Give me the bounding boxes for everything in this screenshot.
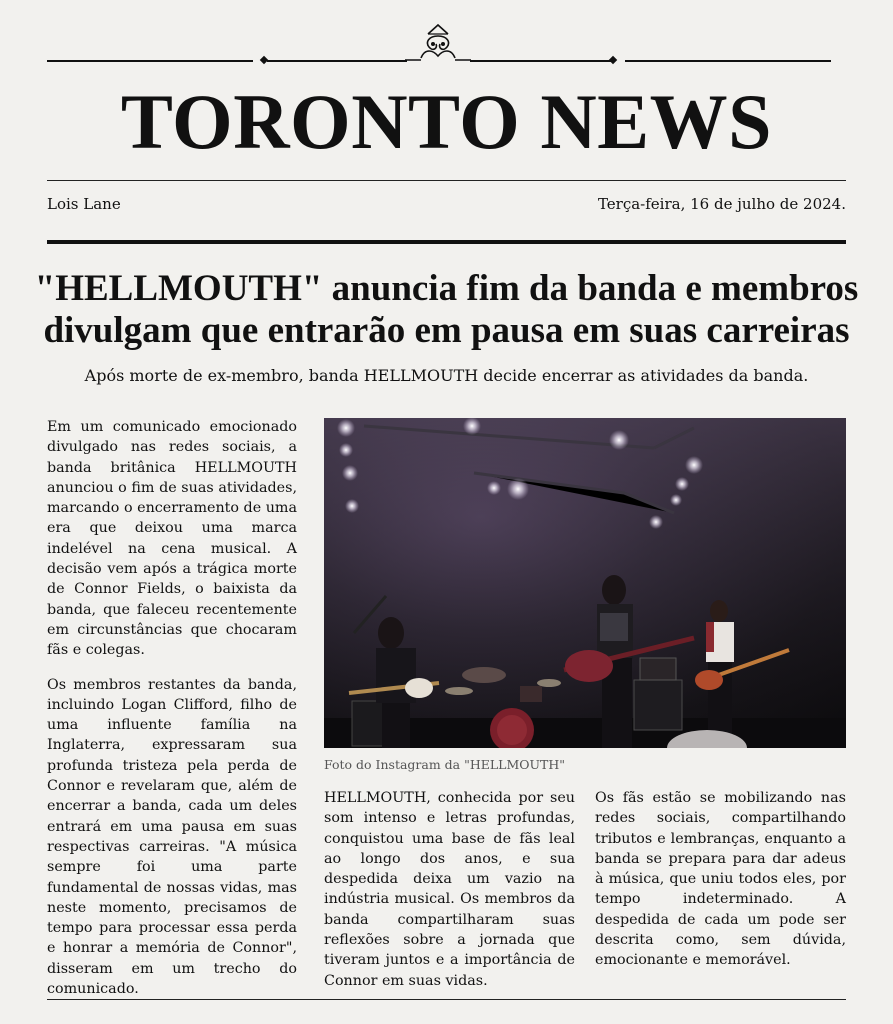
headline-line-2: divulgam que entrarão em pausa em suas carreiras xyxy=(43,310,850,351)
article-column-3 xyxy=(595,788,846,985)
meta-top-rule xyxy=(47,180,846,181)
photo-caption: Foto do Instagram da "HELLMOUTH" xyxy=(324,757,566,772)
masthead-rule-center-left xyxy=(267,60,407,62)
concert-illustration xyxy=(324,418,846,748)
ornament-icon xyxy=(403,22,473,64)
newspaper-title: TORONTO NEWS xyxy=(120,78,773,165)
author-name: Lois Lane xyxy=(47,195,121,213)
ornament-dot-right xyxy=(609,56,617,64)
article-headline xyxy=(0,268,893,352)
headline-line-1: "HELLMOUTH" anuncia fim da banda e membros xyxy=(34,268,859,309)
footer-rule xyxy=(47,999,846,1000)
masthead-rule-right xyxy=(625,60,831,62)
paragraph: HELLMOUTH, conhecida por seu som intenso e letras profundas, conquistou uma base de fãs leal ao longo dos anos, e sua despedida deixa um vazio na indústria musical. Os membros da banda compartilharam suas reflexões sobre a jornada que tiveram juntos e a importância de Connor em suas vidas. xyxy=(324,790,575,989)
band-concert-photo xyxy=(324,418,846,748)
masthead-rule-left xyxy=(47,60,253,62)
masthead-rule-center-right xyxy=(470,60,612,62)
meta-bottom-rule xyxy=(47,240,846,244)
paragraph: Em um comunicado emocionado divulgado nas redes sociais, a banda britânica HELLMOUTH anunciou o fim de suas atividades, marcando o encerramento de uma era que deixou uma marca indelével na cena musical. A decisão vem após a trágica morte de Connor Fields, o baixista da banda, que faleceu recentemente em circunstâncias que chocaram fãs e colegas. xyxy=(47,419,298,659)
publication-date: Terça-feira, 16 de julho de 2024. xyxy=(597,195,846,213)
article-column-1 xyxy=(47,417,297,1013)
article-subheadline: Após morte de ex-membro, banda HELLMOUTH decide encerrar as atividades da banda. xyxy=(84,366,809,385)
paragraph: Os membros restantes da banda, incluindo Logan Clifford, filho de uma influente família na Inglaterra, expressaram sua profunda tristeza pela perda de Connor e revelaram que, além de encerrar a banda, cada um deles entrará em uma pausa em suas respectivas carreiras. "A música sempre foi uma parte fundamental de nossas vidas, mas neste momento, precisamos de tempo para processar essa perda e honrar a memória de Connor", disseram em um trecho do comunicado. xyxy=(47,676,297,998)
article-column-2 xyxy=(324,788,575,1005)
paragraph: Os fãs estão se mobilizando nas redes sociais, compartilhando tributos e lembranças, enquanto a banda se prepara para dar adeus à música, que uniu todos eles, por tempo indeterminado. A despedida de cada um pode ser descrita como, sem dúvida, emocionante e memorável. xyxy=(595,790,846,969)
